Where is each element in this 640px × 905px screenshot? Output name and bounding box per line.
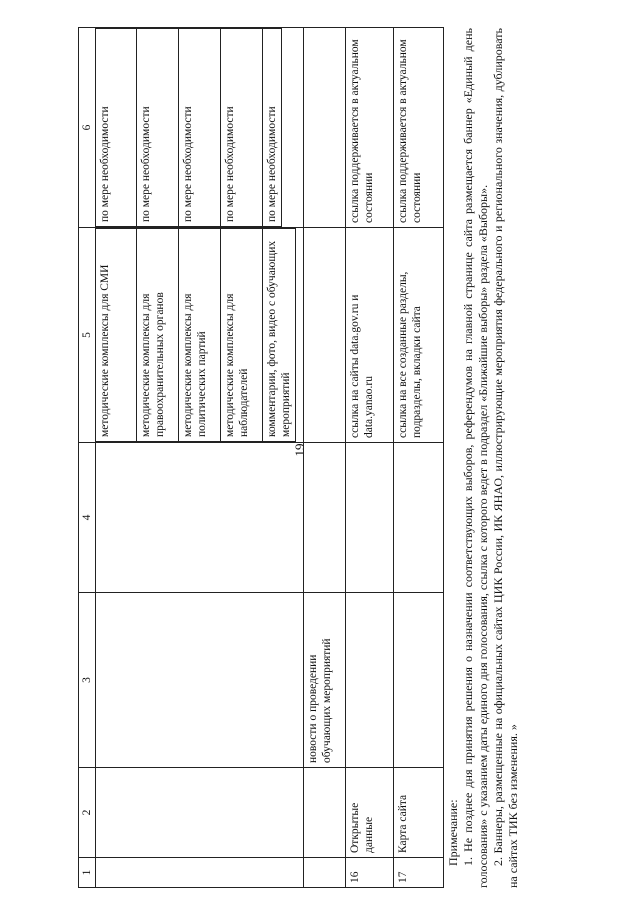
cell	[304, 443, 346, 593]
list-item: по мере необходимости	[262, 29, 281, 227]
note-item: 1. Не позднее дня принятия решения о назначении соответствующих выборов, референдумов на главной странице сайта размещается баннер «Единый день голосования» с указанием даты единого дня голосования, ссылка с которого ведет в подраздел «Ближайшие выборы» раздела «Выборы».	[461, 28, 490, 888]
content-cell: ссылка на сайты data.gov.ru и data.yanao.ru	[346, 228, 394, 443]
list-item: комментарии, фото, видео с обучающих мероприятий	[262, 229, 295, 442]
list-item: методические комплексы для политических партий	[178, 229, 220, 442]
column-number: 2	[79, 768, 96, 858]
row-number-cell: 16	[346, 858, 394, 888]
list-item: по мере необходимости	[178, 29, 220, 227]
row-number-cell	[304, 858, 346, 888]
requirements-table	[78, 27, 444, 888]
column-number: 4	[79, 443, 96, 593]
nested-content-cell	[96, 228, 304, 443]
column-number: 1	[79, 858, 96, 888]
cell	[304, 228, 346, 443]
list-item: по мере необходимости	[136, 29, 178, 227]
column-number: 3	[79, 593, 96, 768]
table-row	[96, 28, 304, 888]
list-item: по мере необходимости	[96, 29, 136, 227]
row-number-cell	[96, 858, 304, 888]
period-cell: ссылка поддерживается в актуальном состоянии	[346, 28, 394, 228]
column-number: 6	[79, 28, 96, 228]
cell	[96, 593, 304, 768]
cell	[346, 443, 394, 593]
footnote-block	[446, 28, 521, 888]
row-number-cell: 17	[394, 858, 444, 888]
page-number: 19	[292, 443, 307, 457]
cell	[394, 443, 444, 593]
table-row	[394, 28, 444, 888]
list-item: методические комплексы для СМИ	[96, 229, 136, 442]
cell	[96, 443, 304, 593]
cell	[304, 28, 346, 228]
cell	[394, 593, 444, 768]
nested-period-cell	[96, 28, 304, 228]
note-item: 2. Баннеры, размещенные на официальных сайтах ЦИК России, ИК ЯНАО, иллюстрирующие мероприятия федерального и регионального значения, дублировать на сайтах ТИК без изменения. »	[491, 28, 520, 888]
rotated-page-content	[78, 28, 598, 888]
section-name-cell	[304, 768, 346, 858]
note-title: Примечание:	[446, 799, 460, 866]
section-name-cell: Открытые данные	[346, 768, 394, 858]
section-name-cell: Карта сайта	[394, 768, 444, 858]
nested-content-list	[96, 228, 296, 442]
list-item: методические комплексы для наблюдателей	[220, 229, 262, 442]
subsection-cell: новости о проведении обучающих мероприятий	[304, 593, 346, 768]
section-name-cell	[96, 768, 304, 858]
table-row	[304, 28, 346, 888]
list-item: методические комплексы для правоохранительных органов	[136, 229, 178, 442]
content-cell: ссылка на все созданные разделы, подразделы, вкладки сайта	[394, 228, 444, 443]
list-item: по мере необходимости	[220, 29, 262, 227]
table-header-row	[79, 28, 96, 888]
table-row	[346, 28, 394, 888]
nested-period-list	[96, 28, 282, 227]
cell	[346, 593, 394, 768]
column-number: 5	[79, 228, 96, 443]
period-cell: ссылка поддерживается в актуальном состоянии	[394, 28, 444, 228]
